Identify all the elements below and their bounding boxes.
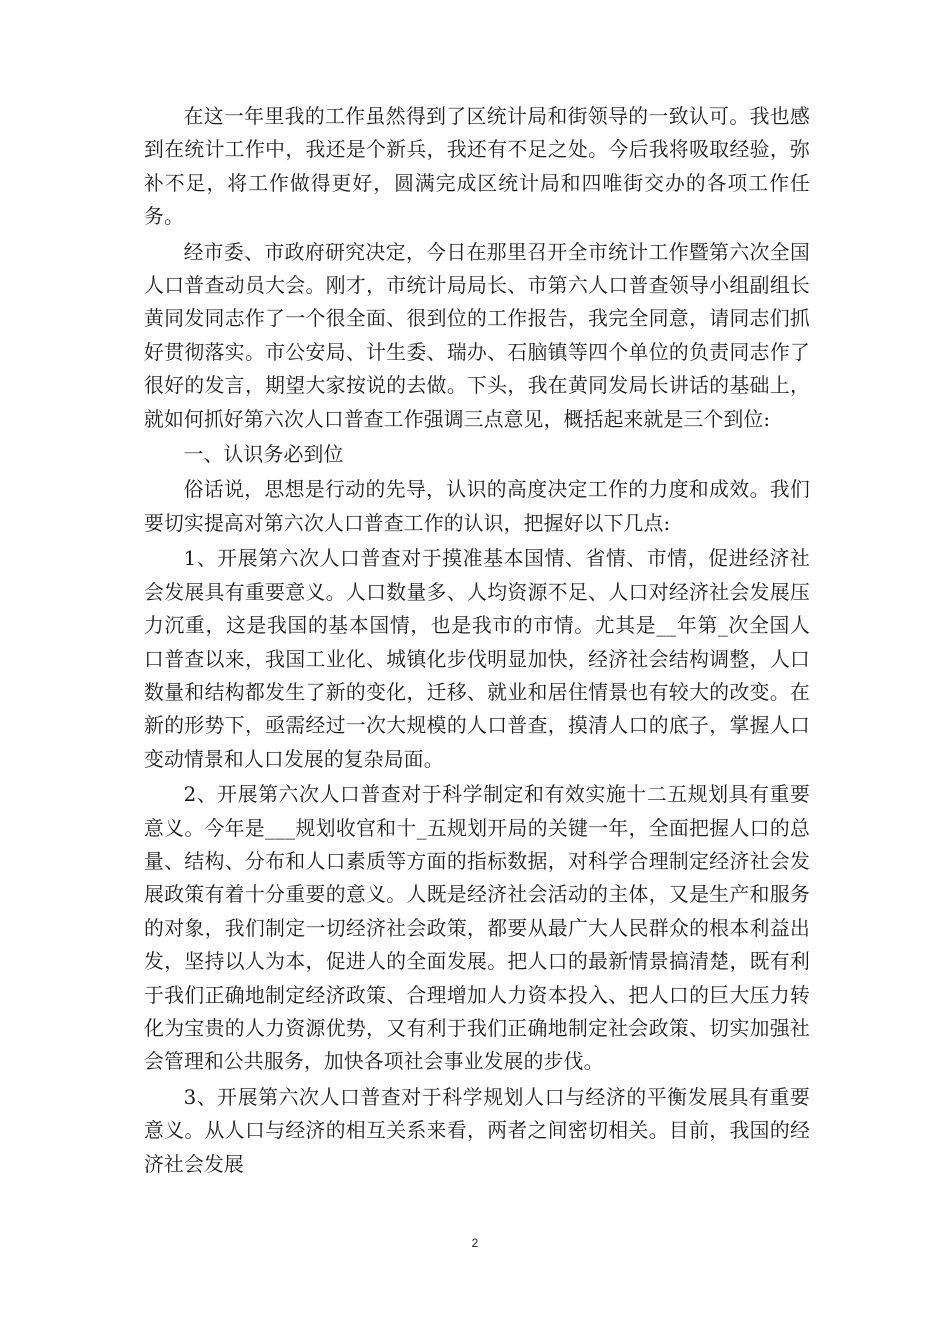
document-body xyxy=(144,100,810,1183)
section-heading-awareness: 一、认识务必到位 xyxy=(183,443,344,467)
paragraph-point-3: 3、开展第六次人口普查对于科学规划人口与经济的平衡发展具有重要意义。从人口与经济的相互关系来看，两者之间密切相关。目前，我国的经济社会发展 xyxy=(144,1085,810,1176)
paragraph-work-recognition: 在这一年里我的工作虽然得到了区统计局和街领导的一致认可。我也感到在统计工作中，我还是个新兵，我还有不足之处。今后我将吸取经验，弥补不足，将工作做得更好，圆满完成区统计局和四唯街交办的各项工作任务。 xyxy=(144,105,810,229)
paragraph-point-1: 1、开展第六次人口普查对于摸准基本国情、省情、市情，促进经济社会发展具有重要意义。人口数量多、人均资源不足、人口对经济社会发展压力沉重，这是我国的基本国情，也是我市的市情。尤其是__年第_次全国人口普查以来，我国工业化、城镇化步伐明显加快，经济社会结构调整，人口数量和结构都发生了新的变化，迁移、就业和居住情景也有较大的改变。在新的形势下，亟需经过一次大规模的人口普查，摸清人口的底子，掌握人口变动情景和人口发展的复杂局面。 xyxy=(144,547,810,771)
paragraph-point-2: 2、开展第六次人口普查对于科学制定和有效实施十二五规划具有重要意义。今年是___规划收官和十_五规划开局的关键一年，全面把握人口的总量、结构、分布和人口素质等方面的指标数据，对科学合理制定经济社会发展政策有着十分重要的意义。人既是经济社会活动的主体，又是生产和服务的对象，我们制定一切经济社会政策，都要从最广大人民群众的根本利益出发，坚持以人为本，促进人的全面发展。把人口的最新情景搞清楚，既有利于我们正确地制定经济政策、合理增加人力资本投入、把人口的巨大压力转化为宝贵的人力资源优势，又有利于我们正确地制定社会政策、切实加强社会管理和公共服务，加快各项社会事业发展的步伐。 xyxy=(144,783,810,1074)
paragraph-awareness-intro: 俗话说，思想是行动的先导，认识的高度决定工作的力度和成效。我们要切实提高对第六次人口普查工作的认识，把握好以下几点: xyxy=(144,478,810,535)
paragraph-meeting-intro: 经市委、市政府研究决定，今日在那里召开全市统计工作暨第六次全国人口普查动员大会。刚才，市统计局局长、市第六人口普查领导小组副组长黄同发同志作了一个很全面、很到位的工作报告，我完全同意，请同志们抓好贯彻落实。市公安局、计生委、瑞办、石脑镇等四个单位的负责同志作了很好的发言，期望大家按说的去做。下头，我在黄同发局长讲话的基础上，就如何抓好第六次人口普查工作强调三点意见，概括起来就是三个到位: xyxy=(144,240,810,431)
page-number: 2 xyxy=(471,1236,479,1250)
